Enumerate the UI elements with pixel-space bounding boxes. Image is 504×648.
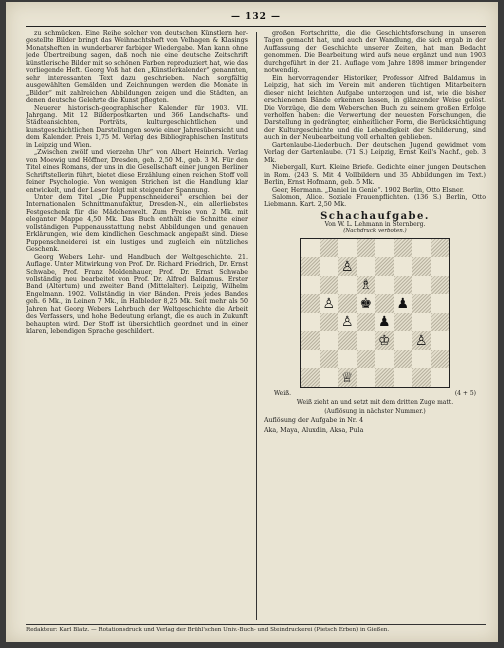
chess-square	[320, 331, 339, 350]
chess-square	[301, 276, 320, 295]
chess-square	[394, 368, 413, 387]
right-paragraph-3: Gartenlaube-Liederbuch. Der deutschen Jugend gewidmet vom Verlag der Gartenlaube. (71 S.) Leipzig, Ernst Keil's Nachf., geb. 3 Mk.	[264, 141, 486, 164]
left-column	[26, 30, 248, 620]
left-paragraph-3: „Zwischen zwölf und vierzehn Uhr“ von Albert Heinrich. Verlag von Moewig und Höffner, Dresden, geh. 2,50 M., geb. 3 M. Für den Titel eines Romans, der uns in die Gesellschaft einer jungen Berliner Schriftstellerin führt, bietet diese Erzählung einen reichen Stoff voll feiner Psychologie. Von wenigen Strichen ist die Handlung klar entwickelt, und der Leser folgt mit steigender Spannung.	[26, 149, 248, 194]
chess-piece-icon: ♔	[377, 332, 391, 349]
left-paragraph-4: Unter dem Titel „Die Puppenschneiderei“ erschien bei der Internationalen Schnittmanufaktur, Dresden-N., ein allerliebstes Festgeschenk für die Mädchenwelt. Zum Preise von 2 Mk. mit eleganter Mappe 4,50 Mk. Das Buch enthält die Schnitte einer vollständigen Puppenausstattung nebst Abbildungen und genauen Erklärungen, wie dem kindlichen Geschmack angepaßt sind. Diese Puppenschneiderei ist ein lustiges und zugleich ein nützliches Geschenk.	[26, 193, 248, 254]
chess-square	[394, 313, 413, 332]
chess-square	[320, 350, 339, 369]
chess-board	[300, 238, 450, 388]
chess-square	[375, 239, 394, 258]
chess-square	[412, 331, 431, 350]
chess-square	[338, 257, 357, 276]
chess-square	[412, 368, 431, 387]
right-paragraph-2: Ein hervorragender Historiker, Professor Alfred Baldamus in Leipzig, hat sich im Verein mit anderen tüchtigen Mitarbeitern dieser nicht leichten Aufgabe unterzogen und ist, wie die bisher erschienenen Bände erkennen lassen, in glänzender Weise gelöst. Die Vorzüge, die dem Weberschen Buch zu seinem großen Erfolge verholfen haben: die Verwertung der neuesten Forschungen, die Darstellung in gedrängter, einheitlicher Form, die Berücksichtigung der Kulturgeschichte und die Lebendigkeit der Schilderung, sind auch in der Neubearbeitung voll erhalten geblieben.	[264, 74, 486, 142]
chess-square	[394, 276, 413, 295]
chess-square	[412, 294, 431, 313]
chess-square	[301, 294, 320, 313]
column-divider	[256, 32, 257, 620]
page-number: — 132 —	[26, 12, 486, 27]
chess-solution-note: (Auflösung in nächster Nummer.)	[324, 408, 426, 416]
chess-square	[301, 331, 320, 350]
chess-square	[431, 368, 450, 387]
chess-square	[412, 257, 431, 276]
chess-reprint-note: (Nachdruck verboten.)	[343, 228, 407, 235]
chess-square	[394, 257, 413, 276]
chess-square	[338, 313, 357, 332]
chess-square	[338, 276, 357, 295]
chess-square	[320, 368, 339, 387]
chess-square	[301, 257, 320, 276]
chess-square	[338, 350, 357, 369]
chess-problem-author: Von W. L. Lehmann in Sternberg.	[324, 221, 426, 229]
chess-square	[301, 368, 320, 387]
chess-square	[320, 257, 339, 276]
right-paragraph-6: Salomon, Alice. Soziale Frauenpflichten. (136 S.) Berlin, Otto Liebmann. Kart. 2,50 Mk.	[264, 193, 486, 209]
chess-piece-icon: ♙	[322, 295, 336, 312]
chess-square	[394, 350, 413, 369]
chess-square	[320, 276, 339, 295]
chess-solution-title: Auflösung der Aufgabe in Nr. 4	[264, 417, 364, 425]
chess-square	[301, 350, 320, 369]
imprint-footer: Redakteur: Karl Blatz. — Rotationsdruck und Verlag der Brühl'schen Univ.-Buch- und Steindruckerei (Pietsch Erben) in Gießen.	[26, 624, 486, 635]
chess-piece-icon: ♚	[359, 295, 373, 312]
chess-square	[412, 276, 431, 295]
chess-square	[431, 331, 450, 350]
chess-diagram	[300, 238, 450, 388]
chess-square	[412, 313, 431, 332]
chess-square	[375, 331, 394, 350]
chess-square	[357, 294, 376, 313]
chess-square	[338, 331, 357, 350]
chess-square	[431, 239, 450, 258]
chess-square	[431, 257, 450, 276]
chess-square	[375, 368, 394, 387]
chess-square	[394, 331, 413, 350]
chess-piece-icon: ♙	[414, 332, 428, 349]
chess-square	[375, 276, 394, 295]
chess-square	[357, 276, 376, 295]
chess-piece-icon: ♙	[340, 314, 354, 331]
right-paragraph-1: großen Fortschritte, die die Geschichtsforschung in unseren Tagen gemacht hat, und auch der Wandlung, die sich ergab in der Auffassung der Geschichte unserer Zeiten, hat man Bedacht genommen. Die Bearbeitung wird aufs neue ergänzt und nun 1903 durchgeführt in der 21. Auflage vom Jahre 1898 immer bringender notwendig.	[264, 30, 486, 75]
chess-square	[357, 350, 376, 369]
board-caption-count: (4 + 5)	[454, 389, 476, 397]
chess-square	[338, 239, 357, 258]
chess-square	[338, 294, 357, 313]
chess-square	[320, 294, 339, 313]
chess-piece-icon: ♗	[359, 277, 373, 294]
chess-instruction: Weiß zieht an und setzt mit dem dritten Zuge matt.	[296, 399, 454, 407]
chess-square	[394, 239, 413, 258]
chess-square	[375, 313, 394, 332]
chess-square	[375, 257, 394, 276]
right-paragraph-4: Niebergall, Kurt. Kleine Briefe. Gedichte einer jungen Deutschen in Rom. (243 S. Mit 4 Vollbildern und 35 Abbildungen im Text.) Berlin, Ernst Hofmann, geb. 5 Mk.	[264, 164, 486, 187]
chess-square	[375, 350, 394, 369]
board-caption-side: Weiß.	[274, 389, 292, 397]
chess-square	[431, 350, 450, 369]
chess-square	[394, 294, 413, 313]
chess-square	[431, 276, 450, 295]
left-paragraph-5: Georg Webers Lehr- und Handbuch der Weltgeschichte. 21. Auflage. Unter Mitwirkung von Prof. Dr. Richard Friedrich, Dr. Ernst Schwabe, Prof. Franz Moldenhauer, Prof. Dr. Ernst Schwabe vollständig neu bearbeitet von Prof. Dr. Alfred Baldamus. Erster Band (Altertum) und zweiter Band (Mittelalter). Leipzig, Wilhelm Engelmann. 1902. Vollständig in vier Bänden. Preis jedes Bandes geh. 6 Mk., in Leinen 7 Mk., in Halbleder 8,25 Mk. Seit mehr als 50 Jahren hat Georg Webers Lehrbuch der Weltgeschichte die Arbeit des Verfassers, und hohe Bedeutung erlangt, die es auch in Zukunft behaupten wird. Der Stoff ist übersichtlich geordnet und in einer klaren, lebendigen Sprache geschildert.	[26, 253, 248, 336]
chess-square	[320, 313, 339, 332]
chess-square	[357, 331, 376, 350]
left-paragraph-2: Neuerer historisch-geographischer Kalender für 1903. VII. Jahrgang. Mit 12 Bilderpostkarten und 366 Landschafts- und Städteansichten, Porträts, kulturgeschichtlichen und kunstgeschichtlichen Darstellungen sowie einer Jahresübersicht und dem Kalender. Preis 1,75 M. Verlag des Bibliographischen Instituts in Leipzig und Wien.	[26, 104, 248, 149]
left-paragraph-1: zu schmücken. Eine Reihe solcher von deutschen Künstlern her-gestellte Bilder bringt das Weihnachtsheft von Velhagen & Klasings Monatsheften in wunderbarer farbiger Wiedergabe. Man kann ohne jede Übertreibung sagen, daß noch nie eine deutsche Zeitschrift künstlerische Bilder mit so schönen Farben reproduziert hat, wie das vorliegende Heft. Georg Voß hat den „Künstlerkalender“ genannten, sehr interessanten Text dazu geschrieben. Nach sorgfältig ausgewählten Gemälden und Zeichnungen werden die Monate in „Bilder“ mit zahlreichen Abbildungen zeigen und die Städten, an denen deutsche Gelehrte die Kunst pflegten.	[26, 30, 248, 105]
chess-square	[412, 239, 431, 258]
chess-piece-icon: ♟	[377, 314, 391, 331]
chess-square	[357, 368, 376, 387]
chess-square	[375, 294, 394, 313]
right-column	[264, 30, 486, 620]
chess-square	[431, 294, 450, 313]
chess-piece-icon: ♕	[340, 369, 354, 386]
chess-square	[301, 313, 320, 332]
chess-piece-icon: ♙	[340, 258, 354, 275]
chess-square	[412, 350, 431, 369]
chess-piece-icon: ♟	[396, 295, 410, 312]
board-caption	[274, 390, 476, 397]
chess-square	[301, 239, 320, 258]
chess-solution-text: Aka, Maya, Aluxdin, Aksa, Pula	[264, 426, 364, 434]
chess-square	[357, 239, 376, 258]
right-paragraph-5: Geer, Hermann. „Daniel in Genie“. 1902 Berlin, Otto Elsner.	[272, 186, 465, 194]
chess-square	[338, 368, 357, 387]
chess-square	[357, 257, 376, 276]
newspaper-page	[6, 2, 498, 642]
chess-square	[357, 313, 376, 332]
chess-square	[431, 313, 450, 332]
chess-square	[320, 239, 339, 258]
chess-problem-title: Schachaufgabe.	[320, 210, 430, 222]
